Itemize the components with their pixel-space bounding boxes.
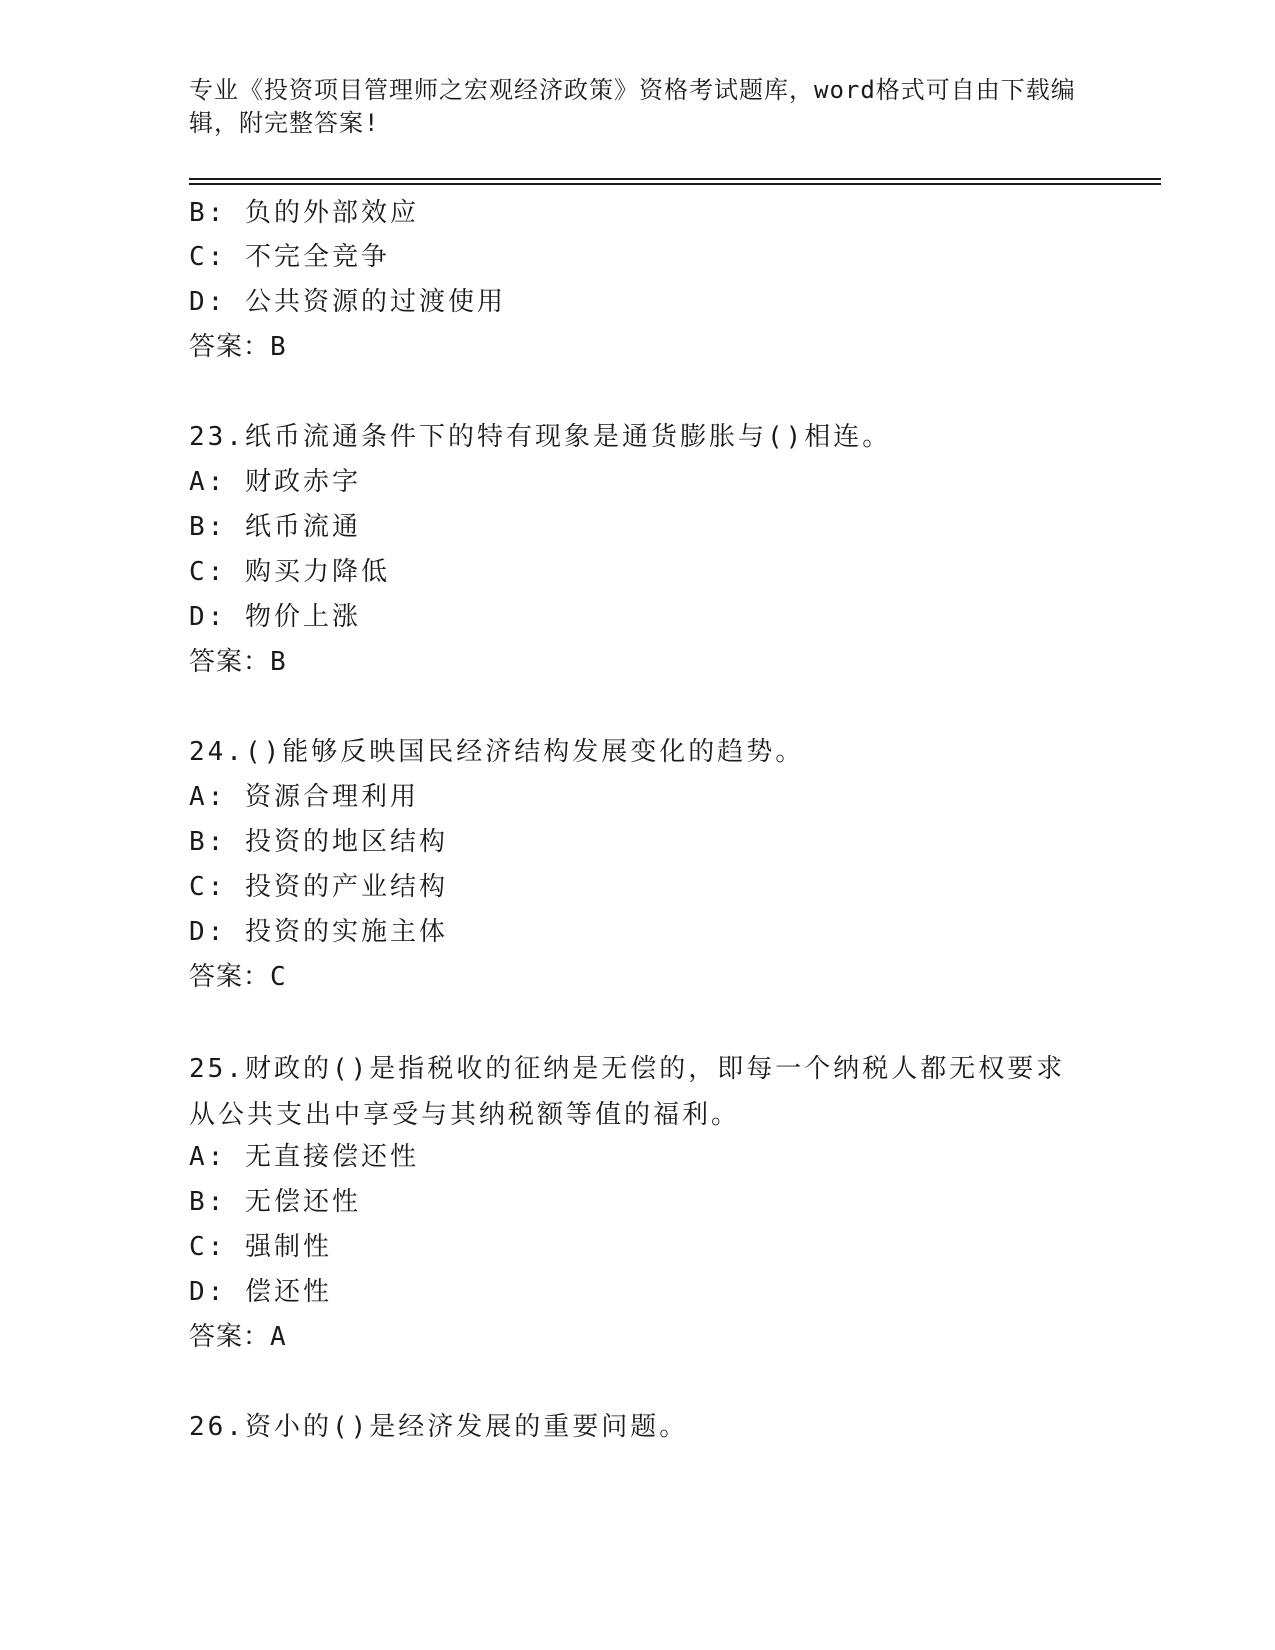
header-divider-top: [189, 178, 1161, 180]
question-stem: 24.()能够反映国民经济结构发展变化的趋势。: [189, 737, 805, 767]
header-divider-bottom: [189, 183, 1161, 185]
answer: 答案：C: [189, 962, 287, 992]
question-stem: 25.财政的()是指税收的征纳是无偿的，即每一个纳税人都无权要求从公共支出中享受与其纳税额等值的福利。: [189, 1054, 1066, 1130]
question-stem: 26.资小的()是经济发展的重要问题。: [189, 1412, 689, 1442]
option-d: D: 物价上涨: [189, 602, 361, 632]
answer: 答案：B: [189, 332, 287, 362]
option-b: B: 纸币流通: [189, 512, 361, 542]
option-a: A: 资源合理利用: [189, 782, 419, 812]
option-a: A: 无直接偿还性: [189, 1142, 419, 1172]
option-d: D: 公共资源的过渡使用: [189, 287, 506, 317]
option-b: B: 负的外部效应: [189, 198, 419, 228]
question-stem: 23.纸币流通条件下的特有现象是通货膨胀与()相连。: [189, 422, 892, 452]
option-a: A: 财政赤字: [189, 467, 361, 497]
answer: 答案：A: [189, 1322, 287, 1352]
option-c: C: 不完全竞争: [189, 242, 390, 272]
document-header: 专业《投资项目管理师之宏观经济政策》资格考试题库，word格式可自由下载编辑，附完整答案!: [189, 76, 1076, 137]
answer: 答案：B: [189, 647, 287, 677]
option-c: C: 投资的产业结构: [189, 872, 448, 902]
option-c: C: 强制性: [189, 1232, 332, 1262]
option-c: C: 购买力降低: [189, 557, 390, 587]
option-b: B: 投资的地区结构: [189, 827, 448, 857]
option-d: D: 偿还性: [189, 1277, 332, 1307]
option-d: D: 投资的实施主体: [189, 917, 448, 947]
option-b: B: 无偿还性: [189, 1187, 361, 1217]
